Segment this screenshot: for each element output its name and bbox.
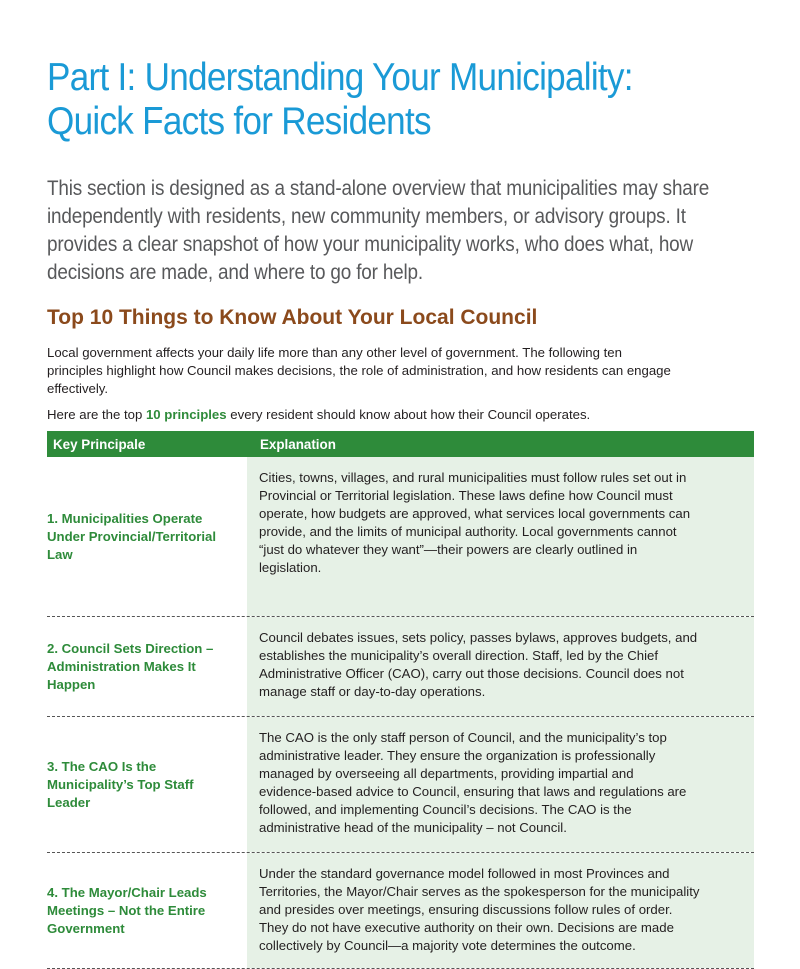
principle-text: 3. The CAO Is the — [47, 758, 157, 774]
explanation-text: collectively by Council—a majority vote determines the outcome. — [259, 938, 636, 953]
principles-intro — [47, 406, 590, 424]
principle-cell — [47, 617, 247, 716]
explanation-text: Administrative Officer (CAO), carry out those decisions. Council does not — [259, 666, 684, 681]
explanation-text: Under the standard governance model followed in most Provinces and — [259, 866, 670, 881]
intro-line: This section is designed as a stand-alone overview that municipalities may share — [47, 176, 710, 200]
explanation-text: Cities, towns, villages, and rural municipalities must follow rules set out in — [259, 470, 687, 485]
table-row — [47, 717, 754, 853]
principle-text: 1. Municipalities Operate — [47, 510, 203, 526]
explanation-cell — [247, 457, 754, 616]
explanation-text: The CAO is the only staff person of Council, and the municipality’s top — [259, 730, 667, 745]
table-row — [47, 853, 754, 969]
principle-text: Government — [47, 920, 125, 936]
explanation-text: provide, and the limits of municipal authority. Local governments cannot — [259, 524, 677, 539]
explanation-text: followed, and implementing Council’s decisions. The CAO is the — [259, 802, 632, 817]
intro-paragraph — [47, 174, 716, 286]
principles-intro-after: every resident should know about how their Council operates. — [226, 407, 591, 422]
principle-text: Administration Makes It — [47, 658, 196, 674]
explanation-cell — [247, 717, 754, 852]
table-row — [47, 457, 754, 617]
principles-count: 10 principles — [145, 407, 227, 422]
lead-line: principles highlight how Council makes decisions, the role of administration, and how residents can engage — [47, 363, 671, 378]
explanation-cell — [247, 853, 754, 968]
principle-text: Municipality’s Top Staff — [47, 776, 194, 792]
explanation-text: evidence-based advice to Council, ensuring that laws and regulations are — [259, 784, 687, 799]
principle-text: Law — [47, 546, 73, 562]
intro-line: provides a clear snapshot of how your municipality works, who does what, how — [47, 232, 694, 256]
explanation-text: administrative leader. They ensure the organization is professionally — [259, 748, 656, 763]
page-title — [47, 56, 695, 144]
explanation-text: Territories, the Mayor/Chair serves as the spokesperson for the municipality — [259, 884, 700, 899]
explanation-text: manage staff or day-to-day operations. — [259, 684, 486, 699]
page-title-line-1: Part I: Understanding Your Municipality: — [47, 56, 633, 99]
principle-text: 2. Council Sets Direction – — [47, 640, 214, 656]
header-explanation: Explanation — [260, 436, 336, 452]
header-key-principle: Key Principale — [53, 436, 146, 452]
explanation-text: managed by overseeing all departments, providing impartial and — [259, 766, 634, 781]
explanation-text: and presides over meetings, ensuring discussions follow rules of order. — [259, 902, 673, 917]
table-header — [47, 431, 754, 457]
lead-line: Local government affects your daily life more than any other level of government. The following ten — [47, 345, 622, 360]
explanation-text: operate, how budgets are approved, what services local governments can — [259, 506, 691, 521]
lead-line: effectively. — [47, 381, 109, 396]
explanation-text: Provincial or Territorial legislation. These laws define how Council must — [259, 488, 673, 503]
intro-line: decisions are made, and where to go for help. — [47, 260, 423, 284]
principle-text: 4. The Mayor/Chair Leads — [47, 884, 207, 900]
principle-text: Happen — [47, 676, 96, 692]
explanation-text: legislation. — [259, 560, 322, 575]
lead-paragraph — [47, 344, 767, 398]
principle-cell — [47, 457, 247, 616]
explanation-text: establishes the municipality’s overall direction. Staff, led by the Chief — [259, 648, 659, 663]
principles-table — [47, 431, 754, 969]
principle-text: Leader — [47, 794, 91, 810]
principles-intro-before: Here are the top — [47, 407, 146, 422]
section-heading: Top 10 Things to Know About Your Local Council — [47, 306, 538, 329]
principle-cell — [47, 717, 247, 852]
explanation-cell — [247, 617, 754, 716]
principle-text: Meetings – Not the Entire — [47, 902, 206, 918]
page-title-line-2: Quick Facts for Residents — [47, 100, 431, 143]
explanation-text: Council debates issues, sets policy, passes bylaws, approves budgets, and — [259, 630, 698, 645]
table-row — [47, 617, 754, 717]
explanation-text: “just do whatever they want”—their powers are clearly outlined in — [259, 542, 638, 557]
intro-line: independently with residents, new community members, or advisory groups. It — [47, 204, 686, 228]
explanation-text: They do not have executive authority on their own. Decisions are made — [259, 920, 674, 935]
explanation-text: administrative head of the municipality – not Council. — [259, 820, 567, 835]
principle-cell — [47, 853, 247, 968]
principle-text: Under Provincial/Territorial — [47, 528, 217, 544]
